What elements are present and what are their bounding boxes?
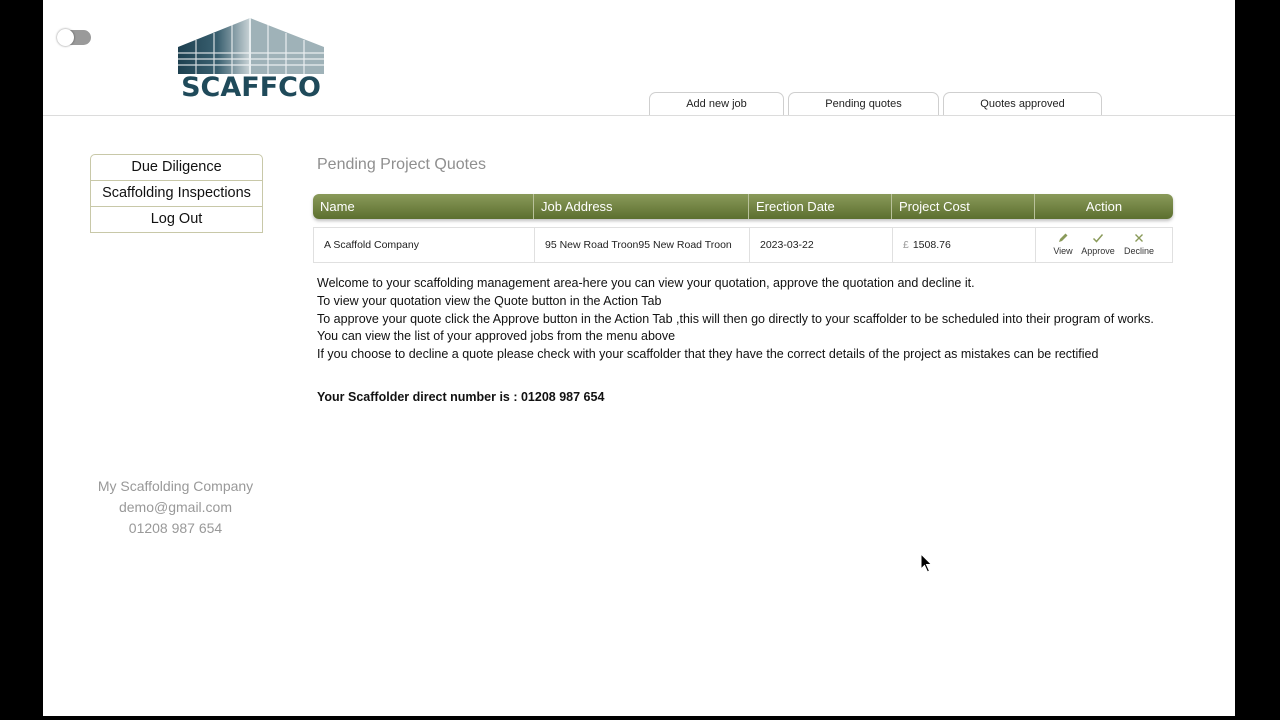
decline-label: Decline (1123, 246, 1154, 256)
info-line: Welcome to your scaffolding management area-here you can view your quotation, approve the quotation and decline it. (317, 276, 975, 290)
company-name: My Scaffolding Company (97, 478, 254, 494)
theme-toggle[interactable] (59, 30, 91, 45)
cell-project-cost (893, 228, 1036, 262)
tab-pending-quotes[interactable]: Pending quotes (788, 92, 939, 115)
cost-value: 1508.76 (912, 239, 951, 251)
company-phone: 01208 987 654 (128, 520, 223, 536)
view-label: View (1053, 246, 1073, 256)
company-email: demo@gmail.com (118, 499, 233, 515)
mouse-cursor-icon (920, 553, 934, 573)
column-header-erection-date: Erection Date (749, 194, 892, 219)
cell-erection-date: 2023-03-22 (750, 228, 893, 262)
header (43, 0, 1235, 116)
info-line: To view your quotation view the Quote button in the Action Tab (317, 293, 662, 308)
approve-label: Approve (1081, 246, 1115, 256)
column-header-name: Name (313, 194, 534, 219)
table-header (313, 194, 1173, 219)
cell-action (1036, 228, 1172, 262)
column-header-project-cost: Project Cost (892, 194, 1035, 219)
sidebar-menu (90, 154, 263, 233)
checkmark-icon (1092, 232, 1104, 244)
toggle-knob[interactable] (57, 29, 74, 46)
info-text (317, 275, 1177, 364)
approve-button[interactable] (1080, 232, 1116, 257)
cell-name: A Scaffold Company (314, 228, 535, 262)
company-info (90, 476, 261, 539)
column-header-action: Action (1085, 199, 1123, 214)
currency-symbol: £ (903, 239, 909, 251)
cell-job-address: 95 New Road Troon95 New Road Troon (535, 228, 750, 262)
info-line: If you choose to decline a quote please check with your scaffolder that they have the correct details of the project as mistakes can be rectified (317, 347, 1099, 362)
table-row (313, 227, 1173, 263)
menu-item-log-out[interactable]: Log Out (150, 211, 203, 227)
info-line: You can view the list of your approved jobs from the menu above (317, 329, 676, 344)
direct-number: Your Scaffolder direct number is : 01208 987 654 (317, 390, 605, 404)
decline-button[interactable] (1122, 232, 1156, 257)
logo-text: SCAFFCO (181, 72, 321, 103)
column-header-job-address: Job Address (534, 194, 749, 219)
pencil-icon (1057, 232, 1069, 244)
page (43, 0, 1235, 716)
menu-item-scaffolding-inspections[interactable]: Scaffolding Inspections (91, 181, 262, 207)
page-title: Pending Project Quotes (317, 156, 486, 173)
menu-item-due-diligence[interactable]: Due Diligence (91, 155, 262, 181)
view-button[interactable] (1052, 232, 1074, 257)
close-icon (1133, 232, 1145, 244)
logo (176, 17, 326, 103)
building-logo-icon (176, 17, 326, 77)
tab-quotes-approved[interactable]: Quotes approved (943, 92, 1102, 115)
tab-add-new-job[interactable]: Add new job (649, 92, 784, 115)
info-line: To approve your quote click the Approve button in the Action Tab ,this will then go directly to your scaffolder to be scheduled into their program of works. (317, 311, 1154, 326)
